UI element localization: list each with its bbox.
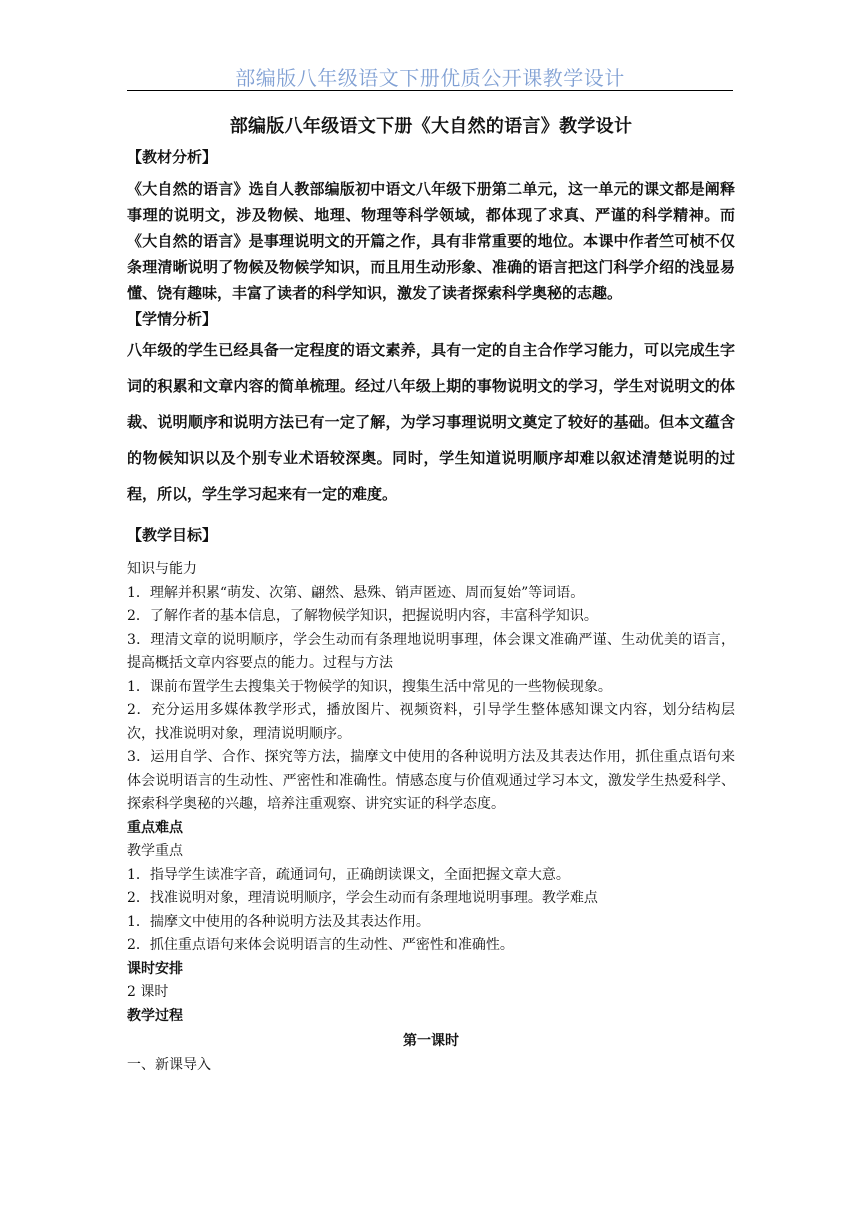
key-points-line: 2．找准说明对象，理清说明顺序，学会生动而有条理地说明事理。教学难点: [127, 890, 598, 906]
process-step: 一、新课导入: [127, 1057, 211, 1073]
key-points-line: 教学重点: [127, 843, 183, 859]
objectives-line: 3．理清文章的说明顺序，学会生动而有条理地说明事理，体会课文准确严谨、生动优美的语言，提高概括文章内容要点的能力。过程与方法: [127, 631, 735, 671]
section-heading-process: 教学过程: [127, 1007, 183, 1024]
key-points-line: 1．指导学生读准字音，疏通词句，正确朗读课文，全面把握文章大意。: [127, 866, 570, 883]
section-heading-textbook-analysis: 【教材分析】: [127, 148, 218, 166]
key-points-line: 1．揣摩文中使用的各种说明方法及其表达作用。: [127, 913, 430, 930]
document-body: [127, 112, 735, 1078]
schedule-value: 2 课时: [127, 984, 169, 1000]
objectives-line: 知识与能力: [127, 561, 197, 577]
document-title: 部编版八年级语文下册《大自然的语言》教学设计: [229, 116, 633, 137]
section-heading-key-points: 重点难点: [127, 819, 183, 836]
objectives-line: 2．了解作者的基本信息，了解物候学知识，把握说明内容，丰富科学知识。: [127, 608, 598, 624]
key-points-line: 2．抓住重点语句来体会说明语言的生动性、严密性和准确性。: [127, 937, 514, 953]
objectives-line: 1．课前布置学生去搜集关于物候学的知识，搜集生活中常见的一些物候现象。: [127, 678, 612, 695]
objectives-line: 1．理解并积累“萌发、次第、翩然、悬殊、销声匿迹、周而复始”等词语。: [127, 584, 585, 601]
lesson-title: 第一课时: [403, 1033, 459, 1049]
section-heading-learner-analysis: 【学情分析】: [127, 310, 218, 328]
objectives-line: 2．充分运用多媒体教学形式，播放图片、视频资料，引导学生整体感知课文内容，划分结构层次，找准说明对象，理清说明顺序。: [127, 702, 735, 742]
objectives-line: 3．运用自学、合作、探究等方法，揣摩文中使用的各种说明方法及其表达作用，抓住重点语句来体会说明语言的生动性、严密性和准确性。情感态度与价值观通过学习本文，激发学生热爱科学、探索科学奥秘的兴趣，培养注重观察、讲究实证的科学态度。: [127, 749, 735, 812]
running-header-title: 部编版八年级语文下册优质公开课教学设计: [235, 66, 625, 90]
section-heading-objectives: 【教学目标】: [127, 526, 218, 544]
textbook-analysis-paragraph: 《大自然的语言》选自人教部编版初中语文八年级下册第二单元，这一单元的课文都是阐释事理的说明文，涉及物候、地理、物理等科学领域，都体现了求真、严谨的科学精神。而《大自然的语言》是事理说明文的开篇之作，具有非常重要的地位。本课中作者竺可桢不仅条理清晰说明了物候及物候学知识，而且用生动形象、准确的语言把这门科学介绍的浅显易懂、饶有趣味，丰富了读者的科学知识，激发了读者探索科学奥秘的志趣。: [127, 180, 735, 302]
header-divider: [127, 90, 733, 91]
section-heading-schedule: 课时安排: [127, 960, 183, 977]
learner-analysis-paragraph: 八年级的学生已经具备一定程度的语文素养，具有一定的自主合作学习能力，可以完成生字词的积累和文章内容的简单梳理。经过八年级上期的事物说明文的学习，学生对说明文的体裁、说明顺序和说明方法已有一定了解，为学习事理说明文奠定了较好的基础。但本文蕴含的物候知识以及个别专业术语较深奥。同时，学生知道说明顺序却难以叙述清楚说明的过程，所以，学生学习起来有一定的难度。: [127, 341, 735, 503]
